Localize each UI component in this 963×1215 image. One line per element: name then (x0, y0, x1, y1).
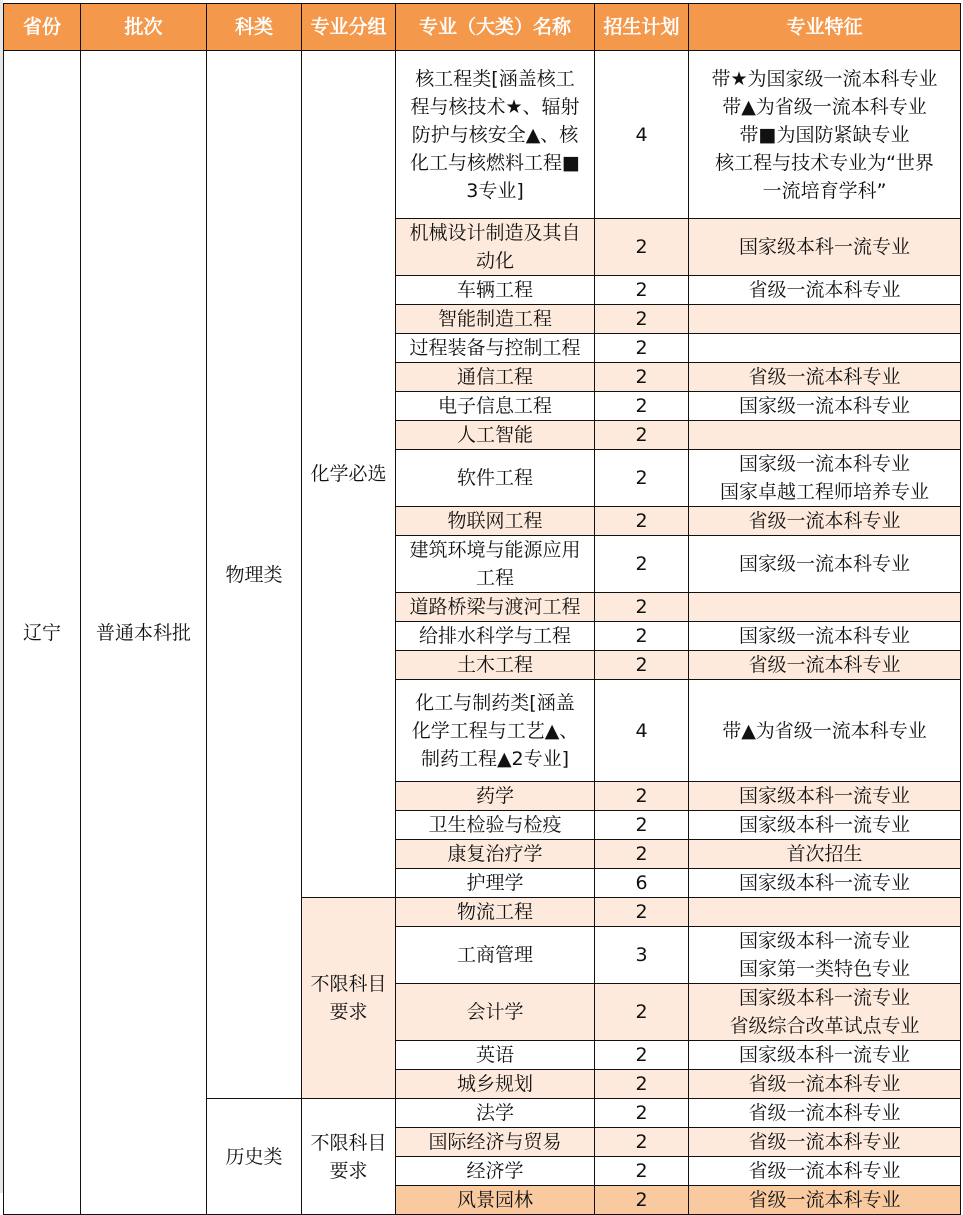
major-feature-cell (689, 363, 961, 392)
table-row (4, 51, 961, 219)
major-feature-cell (689, 219, 961, 276)
major-feature-cell (689, 782, 961, 811)
cell-line: 国家级本科一流专业 (738, 814, 910, 836)
cell-line: 风景园林 (456, 1189, 533, 1211)
major-name-cell (396, 1099, 595, 1128)
cell-line: 国家级本科一流专业 (738, 236, 910, 258)
major-name-cell (396, 334, 595, 363)
cell-line: 省级一流本科专业 (748, 1160, 901, 1182)
cell-line: 法学 (475, 1102, 514, 1124)
cell-line: 车辆工程 (456, 279, 533, 301)
cell-line: 卫生检验与检疫 (428, 814, 562, 836)
major-name-cell (396, 840, 595, 869)
cell-line: 不限科目 (310, 973, 387, 995)
cell-line: 首次招生 (786, 843, 863, 865)
major-feature-cell (689, 450, 961, 507)
enrollment-plan-cell: 2 (595, 334, 689, 363)
enrollment-plan-cell: 4 (595, 680, 689, 782)
enrollment-plan-cell: 2 (595, 1128, 689, 1157)
major-name-cell (396, 680, 595, 782)
cell-line: 省级一流本科专业 (748, 1073, 901, 1095)
cell-line: 国家级本科一流专业 (738, 785, 910, 807)
major-name-cell (396, 219, 595, 276)
major-feature-cell (689, 536, 961, 593)
major-feature-cell (689, 680, 961, 782)
cell-line: 工程 (475, 567, 514, 589)
enrollment-plan-cell: 2 (595, 276, 689, 305)
header-batch: 批次 (81, 4, 207, 51)
cell-line: 护理学 (466, 872, 524, 894)
cell-line: 带▲为省级一流本科专业 (722, 95, 927, 118)
category-history-cell: 历史类 (207, 1099, 302, 1215)
major-name-cell (396, 984, 595, 1041)
enrollment-plan-cell: 2 (595, 363, 689, 392)
cell-line: 省级一流本科专业 (748, 1102, 901, 1124)
cell-line: 物流工程 (456, 901, 533, 923)
enrollment-plan-cell: 2 (595, 651, 689, 680)
enrollment-plan-cell: 2 (595, 622, 689, 651)
major-name-cell (396, 1186, 595, 1215)
major-feature-cell (689, 1099, 961, 1128)
major-name-cell (396, 782, 595, 811)
header-subject-group: 专业分组 (302, 4, 396, 51)
cell-line: 省级一流本科专业 (748, 510, 901, 532)
cell-line: 国家级一流本科专业 (738, 395, 910, 417)
cell-line: 过程装备与控制工程 (409, 337, 581, 359)
group-chemistry-required-cell: 化学必选 (302, 51, 396, 898)
major-name-cell (396, 622, 595, 651)
cell-line: 化工与核燃料工程■ (410, 151, 580, 174)
enrollment-plan-cell: 2 (595, 219, 689, 276)
enrollment-plan-cell: 2 (595, 1186, 689, 1215)
cell-line: 防护与核安全▲、核 (411, 123, 579, 146)
header-major-name: 专业（大类）名称 (396, 4, 595, 51)
cell-line: 核工程类[涵盖核工 (415, 67, 575, 90)
header-enrollment-plan: 招生计划 (595, 4, 689, 51)
major-feature-cell (689, 421, 961, 450)
cell-line: 不限科目 (310, 1131, 387, 1154)
cell-line: 国家卓越工程师培养专业 (719, 481, 929, 503)
header-row (4, 4, 961, 51)
cell-line: 国家级一流本科专业 (738, 553, 910, 575)
major-feature-cell (689, 927, 961, 984)
batch-cell: 普通本科批 (81, 51, 207, 1215)
cell-line: 物联网工程 (447, 510, 543, 532)
cell-line: 国家第一类特色专业 (738, 958, 910, 980)
enrollment-plan-cell: 4 (595, 51, 689, 219)
cell-line: 要求 (329, 1159, 368, 1182)
major-feature-cell (689, 334, 961, 363)
major-feature-cell (689, 305, 961, 334)
major-name-cell (396, 811, 595, 840)
header-major-feature: 专业特征 (689, 4, 961, 51)
enrollment-plan-cell: 6 (595, 869, 689, 898)
enrollment-plan-cell: 2 (595, 305, 689, 334)
cell-line: 国家级本科一流专业 (738, 930, 910, 952)
enrollment-plan-cell: 2 (595, 450, 689, 507)
cell-line: 程与核技术★、辐射 (410, 95, 580, 118)
cell-line: 带★为国家级一流本科专业 (711, 67, 938, 90)
major-name-cell (396, 1157, 595, 1186)
enrollment-plan-cell: 2 (595, 984, 689, 1041)
major-name-cell (396, 276, 595, 305)
enrollment-plan-cell: 2 (595, 421, 689, 450)
enrollment-plan-cell: 2 (595, 1099, 689, 1128)
cell-line: 化工与制药类[涵盖 (415, 691, 575, 714)
cell-line: 动化 (475, 250, 514, 272)
major-feature-cell (689, 1070, 961, 1099)
major-feature-cell (689, 51, 961, 219)
enrollment-plan-cell: 2 (595, 782, 689, 811)
category-physics-cell: 物理类 (207, 51, 302, 1099)
cell-line: 省级一流本科专业 (748, 1189, 901, 1211)
cell-line: 英语 (475, 1044, 514, 1066)
major-feature-cell (689, 840, 961, 869)
major-name-cell (396, 898, 595, 927)
major-name-cell (396, 507, 595, 536)
cell-line: 国际经济与贸易 (428, 1131, 562, 1153)
cell-line: 省级一流本科专业 (748, 1131, 901, 1153)
cell-line: 智能制造工程 (437, 308, 552, 330)
major-feature-cell (689, 1041, 961, 1070)
enrollment-plan-cell: 2 (595, 840, 689, 869)
cell-line: 化学工程与工艺▲、 (411, 719, 579, 742)
major-feature-cell (689, 898, 961, 927)
cell-line: 省级综合改革试点专业 (729, 1015, 920, 1037)
major-name-cell (396, 363, 595, 392)
province-cell: 辽宁 (4, 51, 81, 1215)
major-feature-cell (689, 1186, 961, 1215)
cell-line: 一流培育学科” (762, 179, 887, 202)
cell-line: 国家级一流本科专业 (738, 453, 910, 475)
major-name-cell (396, 421, 595, 450)
cell-line: 软件工程 (456, 467, 533, 489)
header-province: 省份 (4, 4, 81, 51)
enrollment-plan-cell: 2 (595, 1157, 689, 1186)
major-name-cell (396, 1041, 595, 1070)
enrollment-plan-cell: 2 (595, 1041, 689, 1070)
cell-line: 省级一流本科专业 (748, 654, 901, 676)
cell-line: 药学 (475, 785, 514, 807)
cell-line: 国家级本科一流专业 (738, 1044, 910, 1066)
major-feature-cell (689, 593, 961, 622)
major-feature-cell (689, 1157, 961, 1186)
cell-line: 建筑环境与能源应用 (409, 539, 581, 561)
enrollment-plan-table (3, 3, 961, 1215)
cell-line: 国家级本科一流专业 (738, 872, 910, 894)
major-feature-cell (689, 622, 961, 651)
cell-line: 带▲为省级一流本科专业 (722, 719, 927, 742)
cell-line: 制药工程▲2专业] (420, 747, 570, 770)
enrollment-plan-cell: 2 (595, 392, 689, 421)
cell-line: 人工智能 (456, 424, 533, 446)
enrollment-plan-cell: 3 (595, 927, 689, 984)
cell-line: 省级一流本科专业 (748, 366, 901, 388)
cell-line: 3专业] (466, 179, 524, 202)
major-name-cell (396, 305, 595, 334)
major-name-cell (396, 536, 595, 593)
major-name-cell (396, 450, 595, 507)
cell-line: 省级一流本科专业 (748, 279, 901, 301)
cell-line: 土木工程 (456, 654, 533, 676)
cell-line: 工商管理 (456, 944, 533, 966)
major-name-cell (396, 651, 595, 680)
major-name-cell (396, 593, 595, 622)
group-unlimited-history-cell (302, 1099, 396, 1215)
enrollment-plan-cell: 2 (595, 536, 689, 593)
major-feature-cell (689, 984, 961, 1041)
cell-line: 经济学 (466, 1160, 524, 1182)
major-name-cell (396, 1070, 595, 1099)
major-name-cell (396, 392, 595, 421)
cell-line: 国家级一流本科专业 (738, 625, 910, 647)
cell-line: 国家级本科一流专业 (738, 987, 910, 1009)
major-feature-cell (689, 869, 961, 898)
major-name-cell (396, 927, 595, 984)
major-feature-cell (689, 392, 961, 421)
header-category: 科类 (207, 4, 302, 51)
major-name-cell (396, 51, 595, 219)
enrollment-plan-cell: 2 (595, 898, 689, 927)
group-unlimited-physics-cell (302, 898, 396, 1099)
cell-line: 电子信息工程 (437, 395, 552, 417)
major-feature-cell (689, 1128, 961, 1157)
enrollment-plan-cell: 2 (595, 507, 689, 536)
major-name-cell (396, 869, 595, 898)
major-feature-cell (689, 507, 961, 536)
major-feature-cell (689, 276, 961, 305)
enrollment-plan-cell: 2 (595, 1070, 689, 1099)
enrollment-plan-cell: 2 (595, 593, 689, 622)
cell-line: 要求 (329, 1001, 368, 1023)
cell-line: 道路桥梁与渡河工程 (409, 596, 581, 618)
cell-line: 会计学 (466, 1001, 524, 1023)
major-feature-cell (689, 651, 961, 680)
cell-line: 核工程与技术专业为“世界 (715, 151, 934, 174)
cell-line: 康复治疗学 (447, 843, 543, 865)
cell-line: 通信工程 (456, 366, 533, 388)
major-name-cell (396, 1128, 595, 1157)
cell-line: 带■为国防紧缺专业 (739, 123, 910, 146)
cell-line: 给排水科学与工程 (418, 625, 571, 647)
cell-line: 机械设计制造及其自 (409, 222, 581, 244)
major-feature-cell (689, 811, 961, 840)
enrollment-plan-cell: 2 (595, 811, 689, 840)
cell-line: 城乡规划 (456, 1073, 533, 1095)
